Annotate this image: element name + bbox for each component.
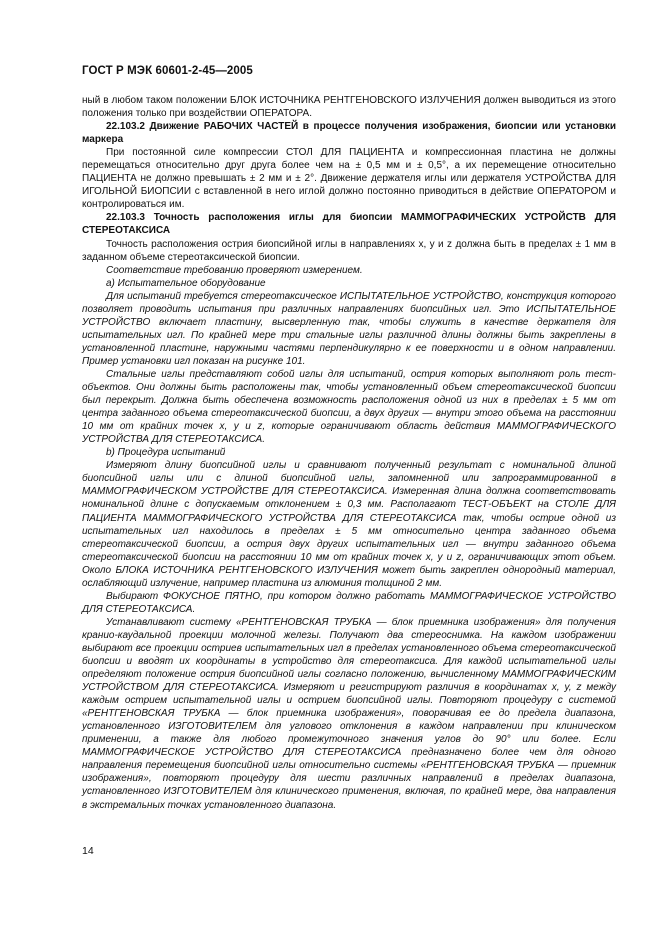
paragraph: При постоянной силе компрессии СТОЛ ДЛЯ ПАЦИЕНТА и компрессионная пластина не должны перемещаться относительно друг друга более чем на ± 0,5 мм и ± 0,5°, а их перемещение относительно ПАЦИЕНТА не должно превышать ± 2 мм и ± 2°. Движение держателя иглы или держателя УСТРОЙСТВА ДЛЯ ИГОЛЬНОЙ БИОПСИИ с вставленной в него иглой должно постоянно приводиться в действие ОПЕРАТОРОМ и контролироваться им. (82, 147, 616, 211)
section-heading: 22.103.2 Движение РАБОЧИХ ЧАСТЕЙ в процессе получения изображения, биопсии или установки маркера (82, 121, 616, 146)
page-number: 14 (82, 845, 94, 857)
paragraph: Для испытаний требуется стереотаксическое ИСПЫТАТЕЛЬНОЕ УСТРОЙСТВО, конструкция которого позволяет проводить испытания при различных направлениях биопсийных игл. Это ИСПЫТАТЕЛЬНОЕ УСТРОЙСТВО включает пластину, высверленную так, чтобы служить в качестве держателя для испытательных игл. По крайней мере три стальные иглы различной длины должны быть закреплены в установленной пластине, наружными частями перпендикулярно к ее поверхности и в одном направлении. Пример установки игл показан на рисунке 101. (82, 290, 616, 367)
paragraph: Устанавливают систему «РЕНТГЕНОВСКАЯ ТРУБКА — блок приемника изображения» для получения кранио-каудальной проекции молочной железы. Получают два стереоснимка. На каждом изображении выбирают все проекции остриев испытательных игл в пределах установленного объема стереотаксической биопсии и вводят их координаты в устройство для стереотаксиса. Для каждой испытательной иглы определяют положение острия биопсийной иглы согласно положению, вычисленному МАММОГРАФИЧЕСКИМ УСТРОЙСТВОМ ДЛЯ СТЕРЕОТАКСИСА. Измеряют и регистрируют различия в координатах x, y, z между каждым острием испытательной иглы и острием биопсийной иглы. Повторяют процедуру с системой «РЕНТГЕНОВСКАЯ ТРУБКА — блок приемника изображения», поворачивая ее до предела диапазона, установленного ИЗГОТОВИТЕЛЕМ для углового отклонения в каждом направлении при клиническом применении, а также для любого промежуточного значения углов до 90° или более. Если МАММОГРАФИЧЕСКОЕ УСТРОЙСТВО ДЛЯ СТЕРЕОТАКСИСА предназначено более чем для одного направления перемещения биопсийной иглы относительно системы «РЕНТГЕНОВСКАЯ ТРУБКА — приемник изображения», повторяют процедуру для шести различных направлений в пределах диапазона, установленного ИЗГОТОВИТЕЛЕМ для клинического применения, включая, по крайней мере, два направления в экстремальных точках установленного диапазона. (82, 616, 616, 811)
compliance-statement: Соответствие требованию проверяют измерением. (106, 264, 363, 276)
paragraph: Точность расположения острия биопсийной иглы в направлениях x, y и z должна быть в пределах ± 1 мм в заданном объеме стереотаксической биопсии. (82, 238, 616, 263)
paragraph: Выбирают ФОКУСНОЕ ПЯТНО, при котором должно работать МАММОГРАФИЧЕСКОЕ УСТРОЙСТВО ДЛЯ СТЕРЕОТАКСИСА. (82, 590, 616, 615)
document-header: ГОСТ Р МЭК 60601-2-45—2005 (82, 65, 253, 77)
document-body (82, 94, 616, 812)
subheading-equipment: а) Испытательное оборудование (106, 277, 266, 289)
section-heading: 22.103.3 Точность расположения иглы для биопсии МАММОГРАФИЧЕСКИХ УСТРОЙСТВ ДЛЯ СТЕРЕОТАКСИСА (82, 212, 616, 237)
paragraph: ный в любом таком положении БЛОК ИСТОЧНИКА РЕНТГЕНОВСКОГО ИЗЛУЧЕНИЯ должен выводиться из этого положения только при воздействии ОПЕРАТОРА. (82, 95, 616, 120)
subheading-procedure: b) Процедура испытаний (106, 447, 226, 459)
paragraph: Измеряют длину биопсийной иглы и сравнивают полученный результат с номинальной длиной биопсийной иглы или с длиной биопсийной иглы, запомненной или запрограммированной в МАММОГРАФИЧЕСКОМ УСТРОЙСТВЕ ДЛЯ СТЕРЕОТАКСИСА. Измеренная длина должна соответствовать номинальной длине с допускаемым отклонением ± 0,3 мм. Располагают ТЕСТ-ОБЪЕКТ на СТОЛЕ ДЛЯ ПАЦИЕНТА МАММОГРАФИЧЕСКОГО УСТРОЙСТВА ДЛЯ СТЕРЕОТАКСИСА так, чтобы острие одной из испытательных игл находилось в пределах ± 5 мм относительно центра заданного объема стереотаксической биопсии, а острия двух других испытательных игл — внутри заданного объема стереотаксической биопсии на расстоянии 10 мм от крайних точек x, y и z, ограничивающих этот объем. Около БЛОКА ИСТОЧНИКА РЕНТГЕНОВСКОГО ИЗЛУЧЕНИЯ может быть закреплен однородный материал, ослабляющий излучение, например пластина из алюминия толщиной 2 мм. (82, 460, 616, 589)
paragraph: Стальные иглы представляют собой иглы для испытаний, острия которых выполняют роль тест-объектов. Они должны быть расположены так, чтобы установленный объем стереотаксической биопсии был перекрыт. Должна быть обеспечена возможность расположения одной из них в пределах ± 5 мм от центра заданного объема стереотаксической биопсии, а двух других — внутри этого объема на расстоянии 10 мм от крайних точек x, y и z, которые ограничивают область действия МАММОГРАФИЧЕСКОГО УСТРОЙСТВА ДЛЯ СТЕРЕОТАКСИСА. (82, 368, 616, 446)
